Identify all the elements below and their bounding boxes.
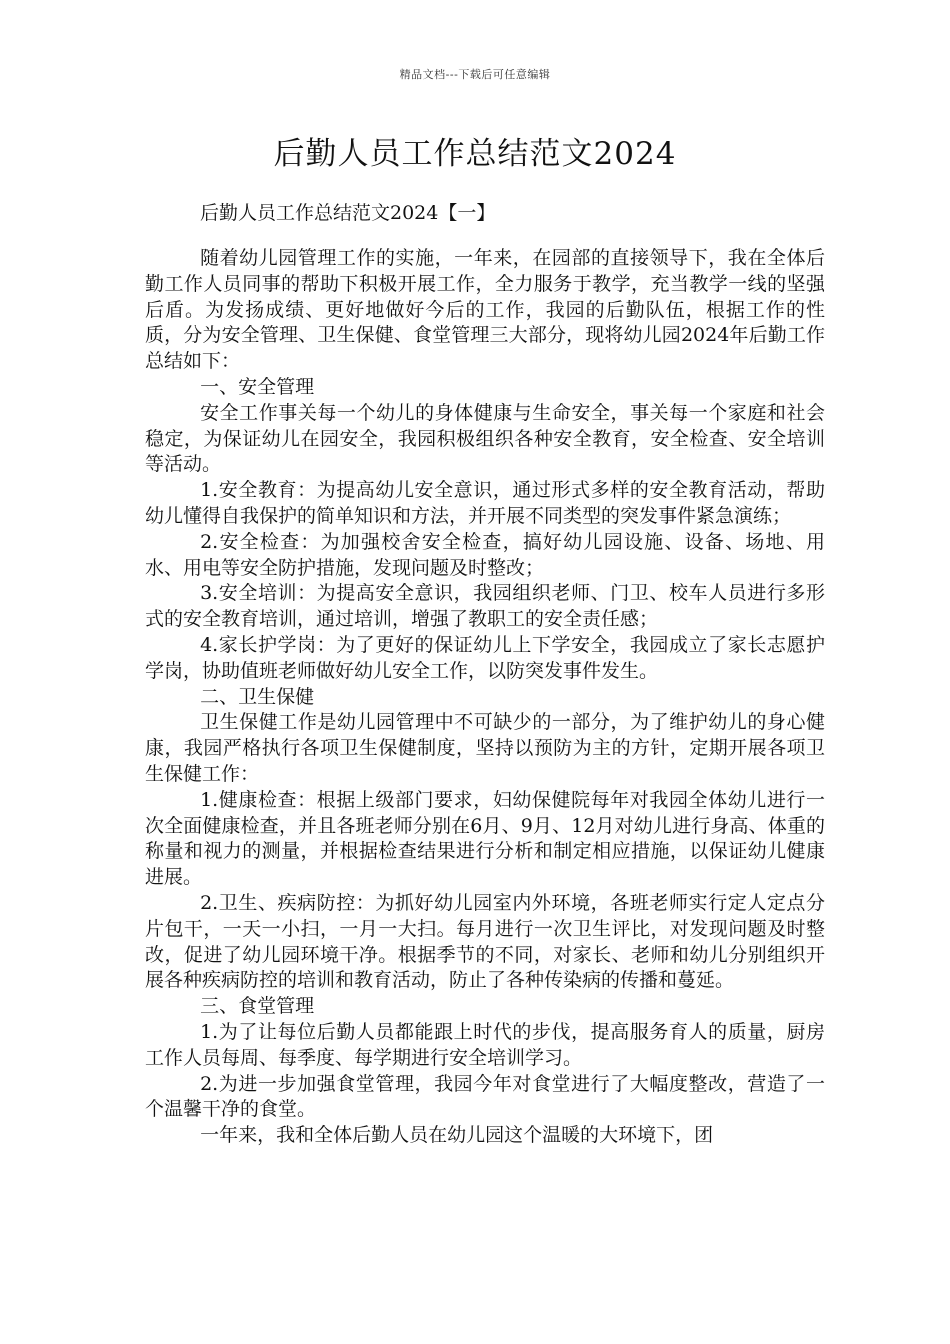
paragraph-safety-overview: 安全工作事关每一个幼儿的身体健康与生命安全，事关每一个家庭和社会稳定，为保证幼儿在园安全，我园积极组织各种安全教育，安全检查、安全培训等活动。 xyxy=(145,401,825,476)
document-body xyxy=(145,246,825,1149)
paragraph-safety-training: 3.安全培训：为提高安全意识，我园组织老师、门卫、校车人员进行多形式的安全教育培训，通过培训，增强了教职工的安全责任感； xyxy=(145,582,825,631)
section-subtitle: 后勤人员工作总结范文2024【一】 xyxy=(200,202,496,224)
paragraph-safety-education: 1.安全教育：为提高幼儿安全意识，通过形式多样的安全教育活动，帮助幼儿懂得自我保护的简单知识和方法，并开展不同类型的突发事件紧急演练； xyxy=(145,479,825,527)
paragraph-conclusion: 一年来，我和全体后勤人员在幼儿园这个温暖的大环境下，团 xyxy=(200,1124,714,1147)
paragraph-parent-guard: 4.家长护学岗：为了更好的保证幼儿上下学安全，我园成立了家长志愿护学岗，协助值班老师做好幼儿安全工作，以防突发事件发生。 xyxy=(145,633,825,682)
paragraph-intro: 随着幼儿园管理工作的实施，一年来，在园部的直接领导下，我在全体后勤工作人员同事的帮助下积极开展工作，全力服务于教学，充当教学一线的坚强后盾。为发扬成绩、更好地做好今后的工作，我园的后勤队伍，根据工作的性质，分为安全管理、卫生保健、食堂管理三大部分，现将幼儿园2024年后勤工作总结如下： xyxy=(145,247,825,373)
paragraph-disease-control: 2.卫生、疾病防控：为抓好幼儿园室内外环境，各班老师实行定人定点分片包干，一天一小扫，一月一大扫。每月进行一次卫生评比，对发现问题及时整改，促进了幼儿园环境干净。根据季节的不同，对家长、老师和幼儿分别组织开展各种疾病防控的培训和教育活动，防止了各种传染病的传播和蔓延。 xyxy=(145,891,825,992)
paragraph-safety-inspection: 2.安全检查：为加强校舍安全检查，搞好幼儿园设施、设备、场地、用水、用电等安全防护措施，发现问题及时整改； xyxy=(145,530,825,579)
paragraph-canteen-training: 1.为了让每位后勤人员都能跟上时代的步伐，提高服务育人的质量，厨房工作人员每周、每季度、每学期进行安全培训学习。 xyxy=(145,1020,825,1069)
paragraph-health-check: 1.健康检查：根据上级部门要求，妇幼保健院每年对我园全体幼儿进行一次全面健康检查，并且各班老师分别在6月、9月、12月对幼儿进行身高、体重的称量和视力的测量，并根据检查结果进行分析和制定相应措施，以保证幼儿健康进展。 xyxy=(145,788,825,889)
heading-health-care: 二、卫生保健 xyxy=(200,685,315,708)
header-note: 精品文档---下载后可任意编辑 xyxy=(399,68,551,81)
paragraph-canteen-renovation: 2.为进一步加强食堂管理，我园今年对食堂进行了大幅度整改，营造了一个温馨干净的食堂。 xyxy=(145,1072,825,1121)
paragraph-health-overview: 卫生保健工作是幼儿园管理中不可缺少的一部分，为了维护幼儿的身心健康，我园严格执行各项卫生保健制度，坚持以预防为主的方针，定期开展各项卫生保健工作： xyxy=(145,711,825,785)
document-title: 后勤人员工作总结范文2024 xyxy=(273,136,677,172)
heading-canteen-management: 三、食堂管理 xyxy=(200,995,315,1018)
heading-safety-management: 一、安全管理 xyxy=(200,375,315,398)
